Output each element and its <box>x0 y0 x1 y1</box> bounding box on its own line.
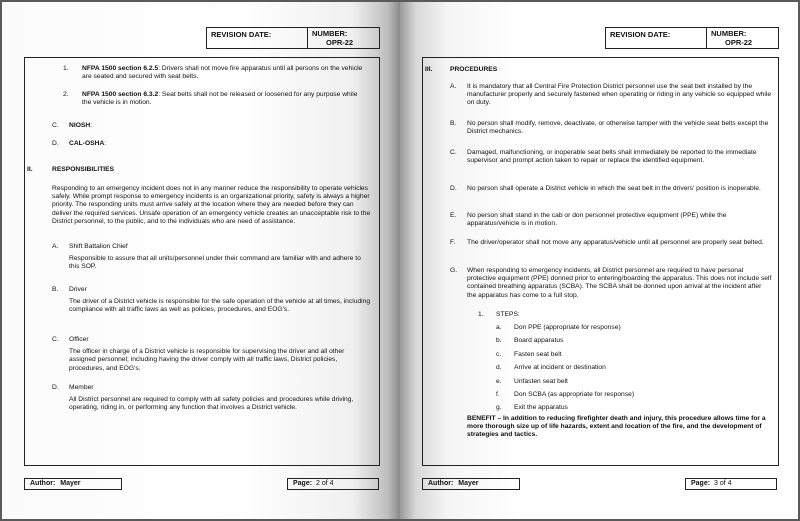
left-page <box>2 2 400 519</box>
procedure-item <box>450 239 772 247</box>
left-content-box <box>24 57 380 466</box>
page-label: Page: <box>691 480 711 487</box>
procedure-item <box>450 83 772 108</box>
item-letter: C. <box>52 122 59 129</box>
responsibilities-intro: Responding to an emergency incident does not in any manner reduce the responsibility to operate vehicles safely. While prompt response to emergency incidents is an organizational priority, safety is always a higher priority. The responding units must arrive safely at the location where they are needed before they can deliver the required services. Unsafe operation of an emergency vehicle creates an unacceptable risk to the District personnel, to the public, and to the individuals who are need of assistance. <box>52 185 371 225</box>
item-ref: NFPA 1500 section 6.2.5 <box>82 65 159 72</box>
role-title: Officer <box>69 336 89 343</box>
section-title: RESPONSIBILITIES <box>52 166 115 173</box>
number-cell <box>308 28 357 48</box>
niosh-colon: : <box>90 122 93 129</box>
page-box <box>287 478 379 490</box>
procedure-letter: C. <box>450 149 457 156</box>
section-heading <box>27 166 115 174</box>
steps-title: STEPS: <box>496 311 520 318</box>
step-item <box>496 391 716 404</box>
role-letter: B. <box>52 286 59 293</box>
role-item <box>52 384 372 413</box>
revision-box <box>206 27 380 49</box>
role-title: Member <box>69 384 94 391</box>
item-text: : Drivers shall not move fire apparatus until all persons on the vehicle are seated and secured with seat belts. <box>82 65 363 81</box>
step-letter: a. <box>496 324 502 331</box>
role-item <box>52 286 372 315</box>
cal-osha-colon: : <box>104 140 107 147</box>
procedure-text: No person shall modify, remove, deactivate, or otherwise tamper with the vehicle seat belts except the District mechanics. <box>467 120 769 136</box>
role-text: Responsible to assure that all units/personnel under their command are familiar with and adhere to this SOP. <box>69 255 361 271</box>
author-label: Author: <box>428 480 454 487</box>
procedure-text: The driver/operator shall not move any apparatus/vehicle until all personnel are properly seat belted. <box>467 239 764 246</box>
benefit-note: BENEFIT – In addition to reducing firefighter death and injury, this procedure allows time for a more thorough size up of life hazards, extent and location of the fire, and the development of strategies and tactics. <box>467 415 766 439</box>
section-number: II. <box>27 166 33 173</box>
step-letter: b. <box>496 337 502 345</box>
step-text: Don SCBA (as appropriate for response) <box>514 390 635 398</box>
step-item <box>496 324 716 337</box>
steps-list <box>496 324 716 418</box>
procedure-item <box>450 212 772 228</box>
item-text: : Seat belts shall not be released or loosened for any purpose while the vehicle is in motion. <box>82 91 358 107</box>
cal-osha-item <box>52 140 107 148</box>
number-label: NUMBER: <box>312 29 348 38</box>
procedure-text: Damaged, malfunctioning, or inoperable seat belts shall immediately be reported to the immediate supervisor and prompt action taken to repair or replace the identified equipment. <box>467 149 757 165</box>
item-number: 2. <box>63 91 69 98</box>
cal-osha-label: CAL-OSHA <box>69 140 105 147</box>
author-name: Mayer <box>60 480 81 487</box>
procedure-item <box>450 120 772 136</box>
page-number: 2 of 4 <box>316 480 334 487</box>
role-title: Driver <box>69 286 87 293</box>
niosh-item <box>52 122 93 130</box>
section-number: III. <box>425 66 433 73</box>
author-name: Mayer <box>458 480 479 487</box>
step-item <box>496 351 716 364</box>
role-item <box>52 336 372 373</box>
revision-date-label: REVISION DATE: <box>606 28 707 48</box>
step-item <box>496 378 716 391</box>
procedure-letter: E. <box>450 212 457 219</box>
role-letter: D. <box>52 384 59 391</box>
role-text: The driver of a District vehicle is responsible for the safe operation of the vehicle at all times, including compliance with all traffic laws as well as policies, procedures, and EOG's. <box>69 298 371 314</box>
author-box <box>422 478 520 490</box>
right-content-box <box>422 57 779 466</box>
step-text: Exit the apparatus <box>514 404 568 412</box>
page-label: Page: <box>293 480 313 487</box>
procedure-item <box>450 185 772 193</box>
open-binder <box>2 2 798 519</box>
revision-date-label: REVISION DATE: <box>207 28 308 48</box>
section-heading <box>425 66 498 74</box>
procedure-text: No person shall operate a District vehicle in which the seat belt in the drivers' position is inoperable. <box>467 185 761 192</box>
procedure-item <box>450 149 772 165</box>
step-letter: e. <box>496 377 502 385</box>
step-text: Unfasten seat belt <box>514 377 568 385</box>
author-box <box>24 478 122 490</box>
step-text: Board apparatus <box>514 337 564 345</box>
step-letter: c. <box>496 350 502 358</box>
procedure-letter: A. <box>450 83 457 90</box>
step-letter: f. <box>496 390 500 398</box>
section-title: PROCEDURES <box>450 66 498 73</box>
number-cell <box>707 28 756 48</box>
number-value: OPR-22 <box>725 38 753 47</box>
item-ref: NFPA 1500 section 6.3.2 <box>82 91 159 98</box>
standard-item <box>63 91 363 107</box>
right-page <box>400 2 798 519</box>
number-value: OPR-22 <box>326 38 354 47</box>
niosh-label: NIOSH <box>69 122 91 129</box>
procedure-text: It is mandatory that all Central Fire Protection District personnel use the seat belt installed by the manufacturer properly and securely fastened when operating or riding in any vehicle so equipped while on duty. <box>467 83 772 107</box>
standard-item <box>63 65 363 81</box>
procedure-letter: D. <box>450 185 457 192</box>
step-item <box>496 364 716 377</box>
role-text: The officer in charge of a District vehicle is responsible for supervising the driver and all other assigned personnel; including having the driver comply with all traffic laws, District policies, procedures, and EOG's. <box>69 348 345 372</box>
role-item <box>52 243 372 272</box>
procedure-item <box>450 267 772 300</box>
step-text: Fasten seat belt <box>514 350 562 358</box>
revision-box <box>605 27 779 49</box>
step-text: Arrive at incident or destination <box>514 364 606 372</box>
role-letter: C. <box>52 336 59 343</box>
procedure-letter: G. <box>450 267 458 274</box>
step-text: Don PPE (appropriate for response) <box>514 324 621 331</box>
procedure-letter: B. <box>450 120 457 127</box>
item-letter: D. <box>52 140 59 147</box>
role-text: All District personnel are required to comply with all safety policies and procedures while driving, operating, riding in, or performing any function that involves a District vehicle. <box>69 396 354 412</box>
step-letter: g. <box>496 404 502 412</box>
page-box <box>685 478 777 490</box>
role-letter: A. <box>52 243 59 250</box>
procedure-text: No person shall stand in the cab or don personnel protective equipment (PPE) while the apparatus/vehicle is in motion. <box>467 212 727 228</box>
item-number: 1. <box>63 65 69 72</box>
procedure-text: When responding to emergency incidents, all District personnel are required to have personal protective equipment (PPE) donned prior to entering/boarding the apparatus. This does not include self contained breathing apparatus (SCBA). The SCBA shall be donned upon arrival at the incident after the apparatus has come to a full stop. <box>467 267 772 299</box>
steps-number: 1. <box>478 311 484 318</box>
steps-heading <box>478 311 520 319</box>
role-title: Shift Battalion Chief <box>69 243 128 250</box>
author-label: Author: <box>30 480 56 487</box>
number-label: NUMBER: <box>711 29 747 38</box>
procedure-letter: F. <box>450 239 456 246</box>
page-number: 3 of 4 <box>714 480 732 487</box>
step-item <box>496 337 716 350</box>
step-letter: d. <box>496 364 502 372</box>
